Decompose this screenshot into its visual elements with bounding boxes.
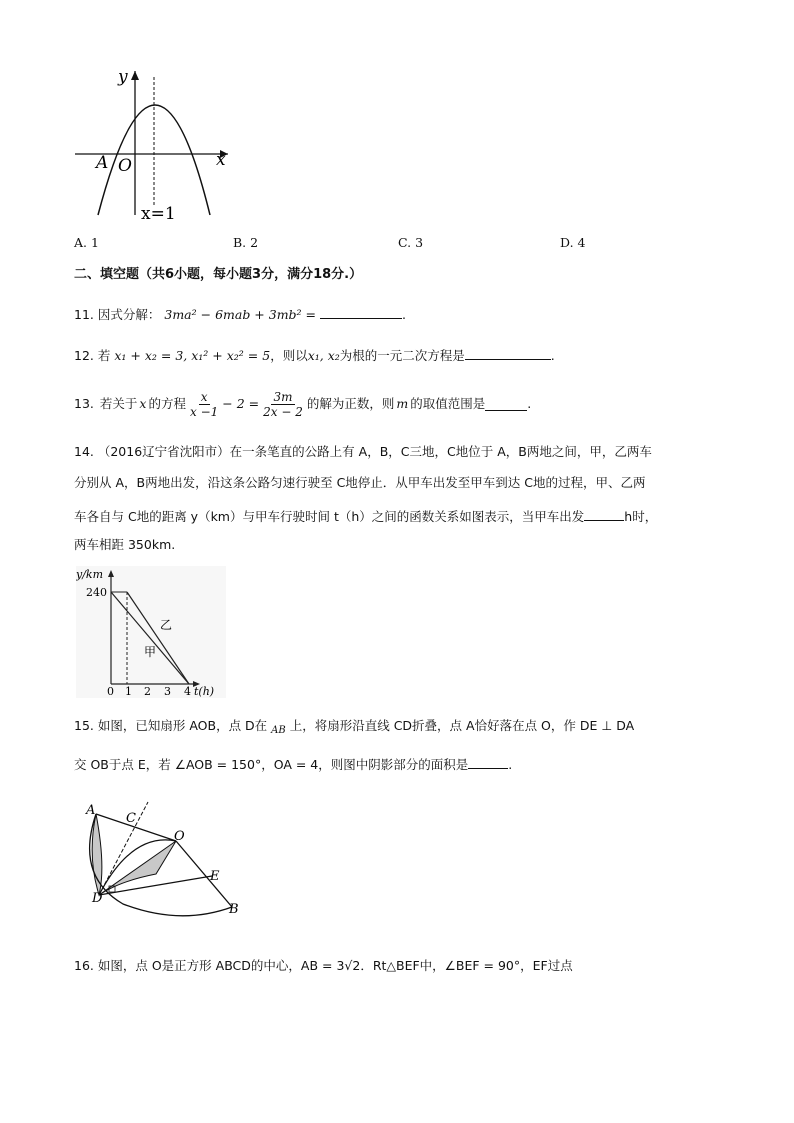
- q12-pre: 若: [97, 348, 111, 363]
- question-16: 16. 如图，点 O是正方形 ABCD的中心，AB = 3√2．Rt△BEF中，∠BEF = 90°，EF过点: [74, 958, 573, 973]
- fig10-x: x: [216, 150, 226, 170]
- fig10-y: y: [118, 67, 128, 87]
- q12-end: .: [550, 348, 555, 363]
- q13-minus: − 2 =: [222, 395, 260, 411]
- q14-blank: [584, 508, 624, 521]
- q14-line-3: [74, 508, 657, 524]
- fig14-tick-1: 1: [125, 685, 132, 698]
- fig10-A: A: [96, 153, 109, 173]
- q13-pre: 若关于: [99, 395, 138, 411]
- parabola-figure: [70, 65, 240, 225]
- q12-post: 为根的一元二次方程是: [339, 348, 465, 363]
- q13-blank: [485, 398, 527, 411]
- q15-blank: [468, 756, 508, 769]
- choice-b: B. 2: [233, 235, 259, 250]
- q13-f2-num: 3m: [273, 389, 293, 404]
- q13-end: .: [527, 395, 532, 411]
- q15-line-2a: 交 OB于点 E，若 ∠AOB = 150°，OA = 4，则图中阴影部分的面积是: [74, 757, 469, 772]
- q12-num: 12.: [74, 348, 94, 363]
- q14-line-3a: 车各自与 C地的距离 y（km）与甲车行驶时间 t（h）之间的函数关系如图表示，当甲车出发: [74, 509, 585, 524]
- fig14-tick-4: 4: [184, 685, 191, 698]
- fig15-A: A: [86, 803, 96, 818]
- fig10-axis-label: x=1: [141, 204, 176, 224]
- fig14-ylabel: y/km: [76, 568, 104, 581]
- section-title: 二、填空题（共6小题，每小题3分，满分18分.）: [74, 267, 363, 282]
- q11-end: .: [402, 307, 406, 322]
- q11-num: 11.: [74, 307, 94, 322]
- q13-num: 13.: [74, 395, 94, 411]
- q13-fraction-2: [261, 390, 305, 419]
- q13-f1-den: x −1: [189, 404, 219, 419]
- q14-line-4: 两车相距 350km.: [74, 537, 176, 552]
- q11-blank: [320, 306, 402, 319]
- fig15-E: E: [210, 869, 220, 884]
- fig14-tick-3: 3: [164, 685, 171, 698]
- q15-arc: AB: [271, 725, 286, 736]
- q13-fraction-1: [188, 390, 220, 419]
- q13-mid: 的方程: [148, 395, 186, 411]
- question-11: [74, 306, 406, 322]
- fig15-D: D: [92, 891, 103, 906]
- question-13: [74, 385, 531, 423]
- q15-line-1b: 上，将扇形沿直线 CD折叠，点 A恰好落在点 O，作 DE ⊥ DA: [289, 718, 635, 733]
- sector-figure: [80, 796, 250, 924]
- fig14-y240: 240: [86, 586, 107, 599]
- q12-mid: ，则以: [270, 348, 308, 363]
- q13-post2: 的取值范围是: [410, 395, 486, 411]
- q13-f1-num: x: [200, 389, 208, 404]
- distance-time-graph: [76, 566, 226, 698]
- q13-f2-den: 2x − 2: [263, 404, 303, 419]
- q14-line-3b: h时，: [624, 509, 658, 524]
- choice-c: C. 3: [398, 235, 424, 250]
- q12-roots: x₁, x₂: [307, 348, 340, 363]
- q12-blank: [465, 347, 551, 360]
- q13-post1: 的解为正数，则: [306, 395, 395, 411]
- fig14-tick-0: 0: [107, 685, 114, 698]
- q11-text: 因式分解：: [97, 307, 161, 322]
- q15-line-1: [74, 718, 635, 736]
- q12-expr: x₁ + x₂ = 3, x₁² + x₂² = 5: [114, 348, 271, 363]
- question-12: [74, 347, 555, 363]
- q15-end: .: [508, 757, 513, 772]
- q14-line-1: 14. （2016辽宁省沈阳市）在一条笔直的公路上有 A，B，C三地，C地位于 A，B两地之间，甲，乙两车: [74, 444, 652, 459]
- fig15-B: B: [229, 902, 239, 917]
- choice-d: D. 4: [560, 235, 586, 250]
- fig14-tick-2: 2: [144, 685, 151, 698]
- q14-line-2: 分别从 A，B两地出发，沿这条公路匀速行驶至 C地停止．从甲车出发至甲车到达 C地的过程，甲、乙两: [74, 475, 646, 490]
- choice-a: A. 1: [74, 235, 99, 250]
- fig14-tlabel: t(h): [194, 685, 215, 698]
- q15-line-2: [74, 756, 512, 772]
- q15-line-1a: 15. 如图，已知扇形 AOB，点 D在: [74, 718, 268, 733]
- fig15-O: O: [174, 829, 185, 844]
- q13-m: m: [396, 395, 409, 411]
- fig10-O: O: [118, 156, 132, 176]
- fig15-C: C: [126, 811, 136, 826]
- fig14-yi: 乙: [160, 618, 173, 632]
- q13-var: x: [139, 395, 147, 411]
- fig14-jia: 甲: [144, 645, 157, 659]
- q11-expr: 3ma² − 6mab + 3mb² =: [164, 307, 317, 322]
